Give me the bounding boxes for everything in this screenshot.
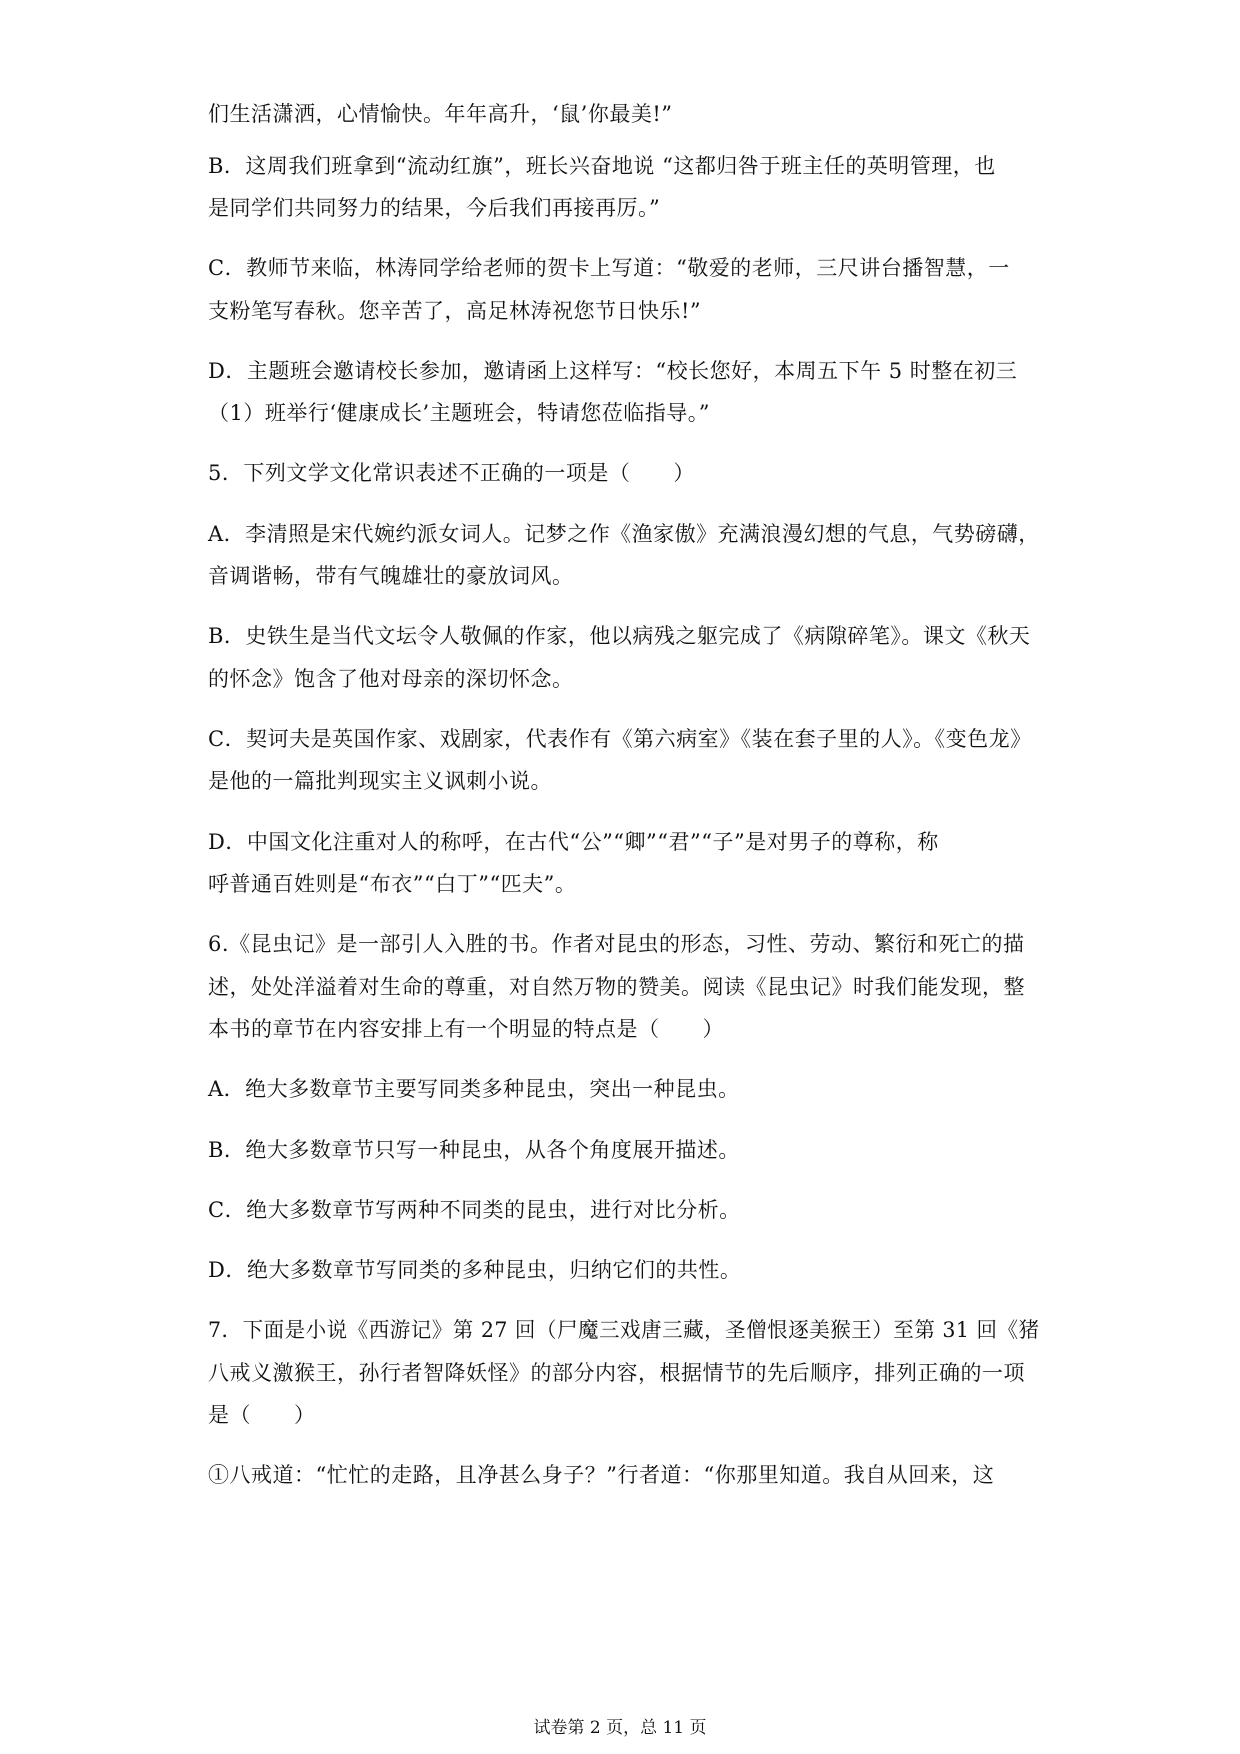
text-line: B．这周我们班拿到“流动红旗”，班长兴奋地说 “这都归咎于班主任的英明管理，也 xyxy=(208,154,996,178)
text-line: D．绝大多数章节写同类的多种昆虫，归纳它们的共性。 xyxy=(208,1258,742,1282)
text-line: 是（ ） xyxy=(208,1403,316,1427)
text-line: C．教师节来临，林涛同学给老师的贺卡上写道：“敬爱的老师，三尺讲台播智慧，一 xyxy=(208,256,1010,280)
text-line: 本书的章节在内容安排上有一个明显的特点是（ ） xyxy=(208,1017,724,1041)
text-line: 的怀念》饱含了他对母亲的深切怀念。 xyxy=(208,667,574,691)
text-line: B．绝大多数章节只写一种昆虫，从各个角度展开描述。 xyxy=(208,1138,740,1162)
question-6: 6.《昆虫记》是一部引人入胜的书。作者对昆虫的形态，习性、劳动、繁衍和死亡的描 xyxy=(208,932,1025,956)
text-line: D．主题班会邀请校长参加，邀请函上这样写：“校长您好，本周五下午 5 时整在初三 xyxy=(208,359,1018,383)
text-line: 是同学们共同努力的结果，今后我们再接再厉。” xyxy=(208,196,661,220)
text-line: 述，处处洋溢着对生命的尊重，对自然万物的赞美。阅读《昆虫记》时我们能发现，整 xyxy=(208,975,1025,999)
text-line: 们生活潇洒，心情愉快。年年高升，‘鼠’你最美!” xyxy=(208,102,673,126)
question-7: 7．下面是小说《西游记》第 27 回（尸魔三戏唐三藏，圣僧恨逐美猴王）至第 31 回《猪 xyxy=(208,1318,1040,1342)
text-line: A．李清照是宋代婉约派女词人。记梦之作《渔家傲》充满浪漫幻想的气息，气势磅礴， xyxy=(208,522,1040,546)
text-line: C．契诃夫是英国作家、戏剧家，代表作有《第六病室》《装在套子里的人》。《变色龙》 xyxy=(208,727,1032,751)
question-5: 5．下列文学文化常识表述不正确的一项是（ ） xyxy=(208,461,695,485)
text-line: 支粉笔写春秋。您辛苦了，高足林涛祝您节日快乐!” xyxy=(208,299,702,323)
text-line: 是他的一篇批判现实主义讽刺小说。 xyxy=(208,769,552,793)
text-line: D．中国文化注重对人的称呼，在古代“公”“卿”“君”“子”是对男子的尊称，称 xyxy=(208,830,939,854)
text-line: ①八戒道：“忙忙的走路，且净甚么身子？”行者道：“你那里知道。我自从回来，这 xyxy=(208,1463,995,1487)
text-line: 呼普通百姓则是“布衣”“白丁”“匹夫”。 xyxy=(208,872,577,896)
text-line: B．史铁生是当代文坛令人敬佩的作家，他以病残之躯完成了《病隙碎笔》。课文《秋天 xyxy=(208,624,1031,648)
page-footer: 试卷第 2 页，总 11 页 xyxy=(533,1718,707,1738)
text-line: 八戒义激猴王，孙行者智降妖怪》的部分内容，根据情节的先后顺序，排列正确的一项 xyxy=(208,1361,1025,1385)
text-line: （1）班举行‘健康成长’主题班会，特请您莅临指导。” xyxy=(208,401,710,425)
text-line: C．绝大多数章节写两种不同类的昆虫，进行对比分析。 xyxy=(208,1198,741,1222)
text-line: A．绝大多数章节主要写同类多种昆虫，突出一种昆虫。 xyxy=(208,1077,740,1101)
text-line: 音调谐畅，带有气魄雄壮的豪放词风。 xyxy=(208,564,574,588)
